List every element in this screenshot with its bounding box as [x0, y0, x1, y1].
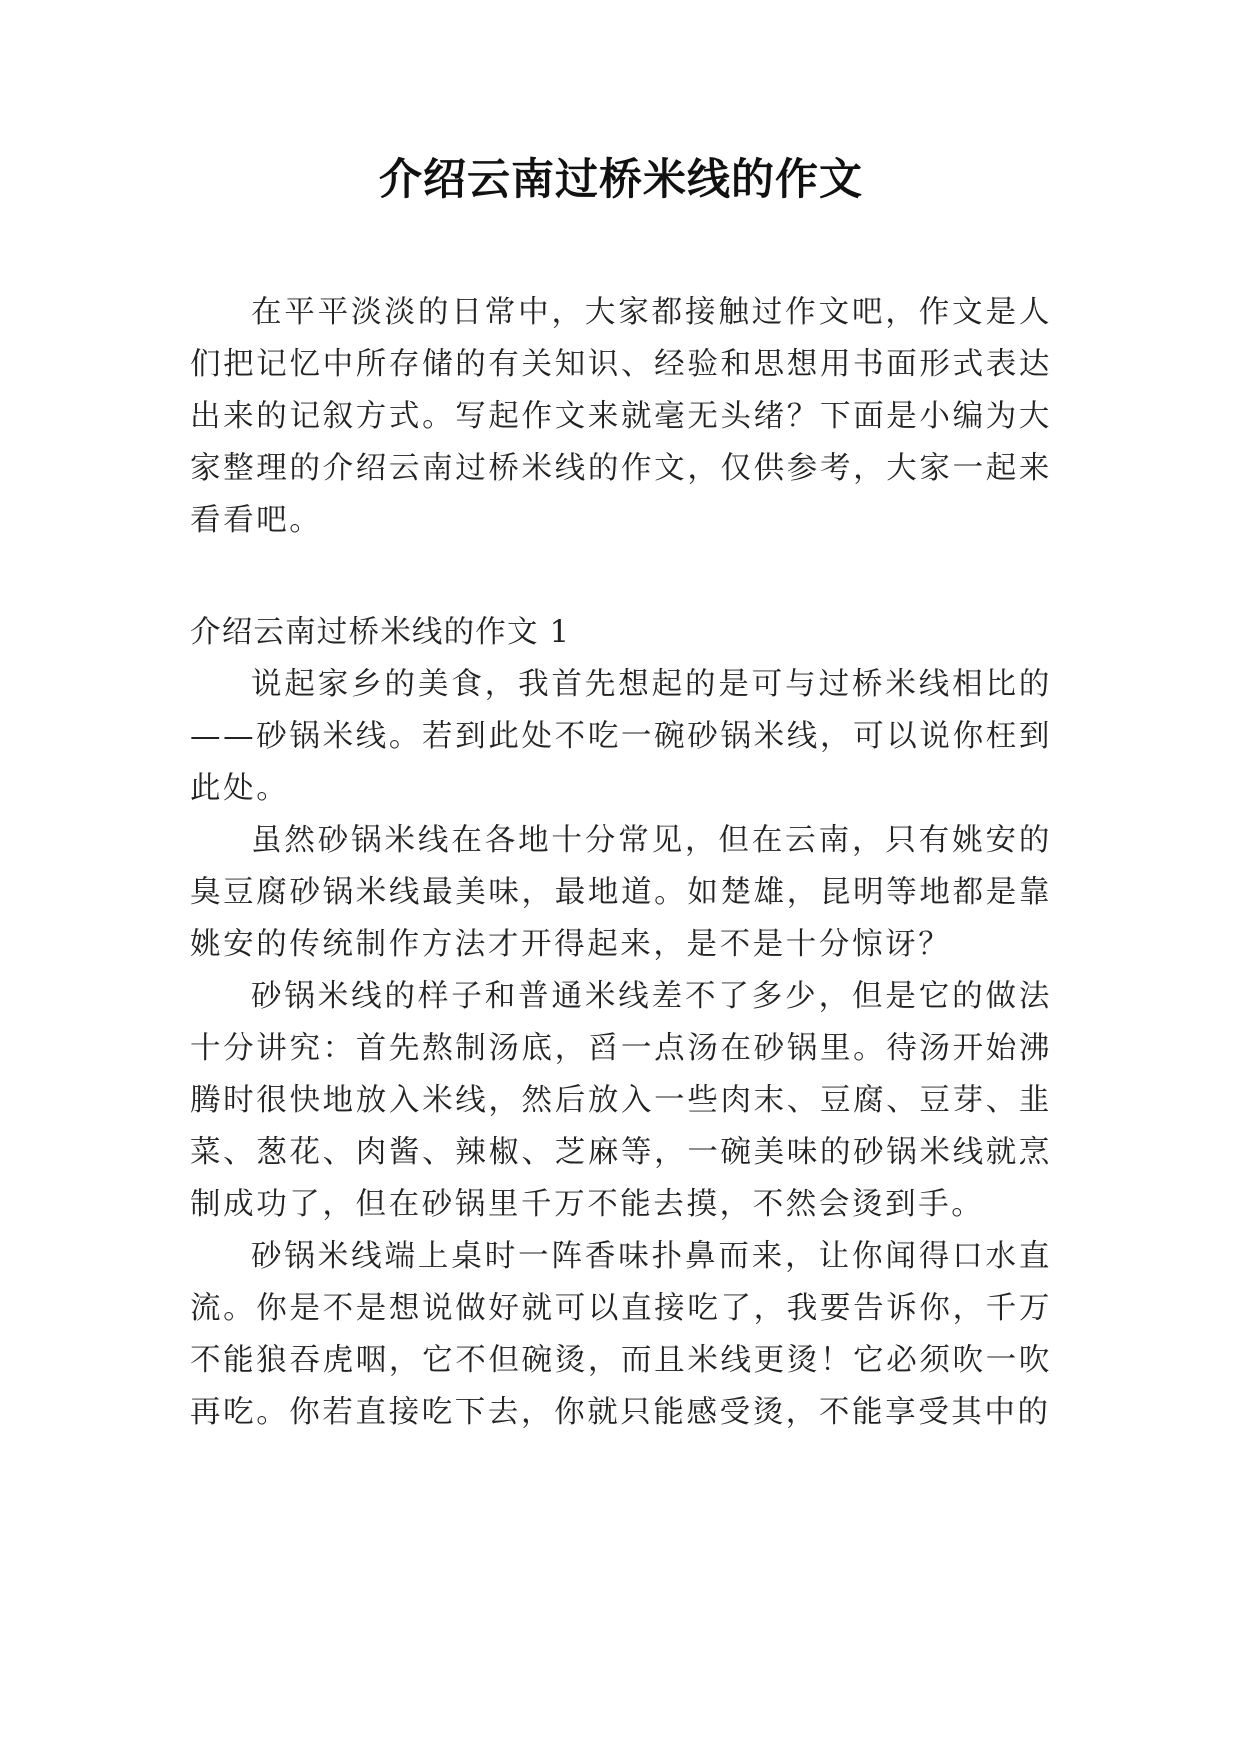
- body-paragraph-4: 砂锅米线端上桌时一阵香味扑鼻而来，让你闻得口水直流。你是不是想说做好就可以直接吃了，我要告诉你，千万不能狼吞虎咽，它不但碗烫，而且米线更烫！它必须吹一吹再吃。你若直接吃下去，你就只能感受烫，不能享受其中的: [190, 1239, 1052, 1430]
- document-title: 介绍云南过桥米线的作文: [379, 155, 863, 205]
- intro-paragraph: 在平平淡淡的日常中，大家都接触过作文吧，作文是人们把记忆中所存储的有关知识、经验和思想用书面形式表达出来的记叙方式。写起作文来就毫无头绪？下面是小编为大家整理的介绍云南过桥米线的作文，仅供参考，大家一起来看看吧。: [190, 295, 1052, 538]
- body-paragraph-3: 砂锅米线的样子和普通米线差不了多少，但是它的做法十分讲究：首先熬制汤底，舀一点汤在砂锅里。待汤开始沸腾时很快地放入米线，然后放入一些肉末、豆腐、豆芽、韭菜、葱花、肉酱、辣椒、芝麻等，一碗美味的砂锅米线就烹制成功了，但在砂锅里千万不能去摸，不然会烫到手。: [190, 979, 1052, 1222]
- document-body: [190, 287, 1052, 1439]
- document-page: [190, 0, 1052, 1754]
- body-paragraph-1: 说起家乡的美食，我首先想起的是可与过桥米线相比的——砂锅米线。若到此处不吃一碗砂锅米线，可以说你枉到此处。: [190, 667, 1052, 806]
- body-paragraph-2: 虽然砂锅米线在各地十分常见，但在云南，只有姚安的臭豆腐砂锅米线最美味，最地道。如楚雄，昆明等地都是靠姚安的传统制作方法才开得起来，是不是十分惊讶？: [190, 823, 1052, 962]
- section-spacer: [190, 547, 1052, 607]
- section-heading: 介绍云南过桥米线的作文 1: [190, 615, 571, 650]
